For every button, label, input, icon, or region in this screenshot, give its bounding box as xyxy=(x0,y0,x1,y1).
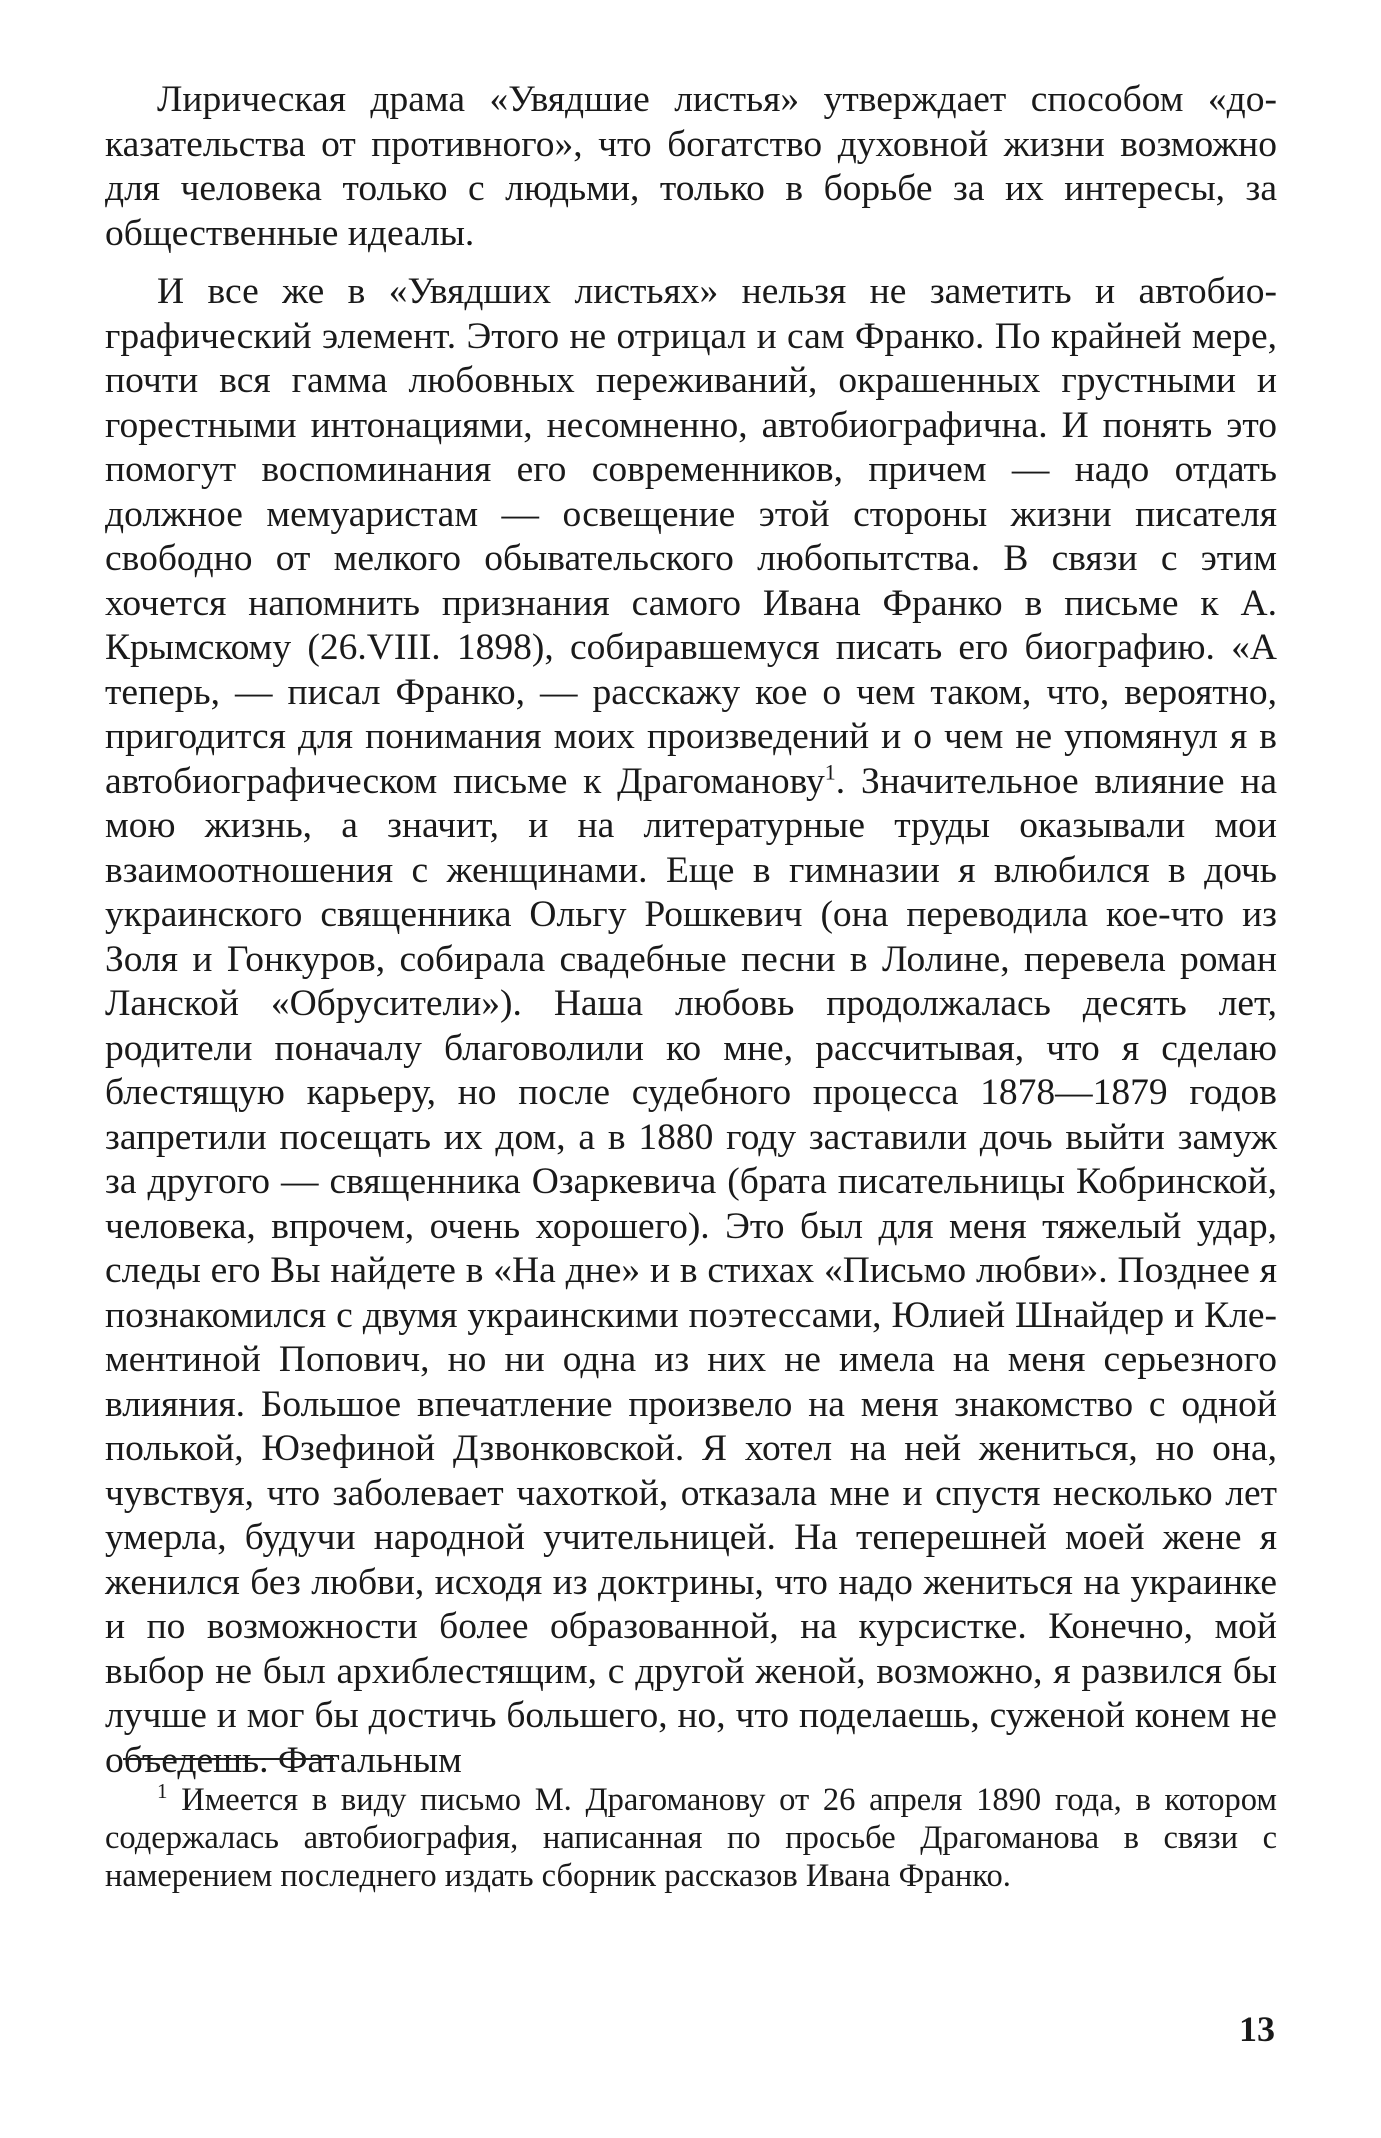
main-text xyxy=(105,78,1277,1783)
footnote-text: Имеется в виду письмо М. Драгоманову от 26 апреля 1890 года, в котором содержалась автобиография, написанная по просьбе Драгоманова в связи с намерением последнего издать сборник рассказов Ивана Франко. xyxy=(105,1782,1277,1894)
page-number: 13 xyxy=(1239,2009,1275,2049)
book-page xyxy=(105,78,1277,2078)
paragraph-2-continuation: . Значительное влияние на мою жизнь, а значит, и на литературные труды оказывали мои взаимоотношения с женщинами. Еще в гимназии я влюбился в дочь украинского священника Ольгу Рошкевич (она переводила кое-что из Золя и Гонкуров, собирала свадебные песни в Лолине, перевела роман Ланской «Обрусители»). Наша любовь продолжалась десять лет, родители поначалу благоволили ко мне, рассчитывая, что я сделаю блестящую карьеру, но после судебного процесса 1878—1879 годов запретили посещать их дом, а в 1880 году заставили дочь выйти замуж за другого — священника Озаркевича (брата писательницы Кобринской, человека, впрочем, очень хорошего). Это был для меня тяжелый удар, следы его Вы найдете в «На дне» и в стихах «Письмо любви». Позднее я познакомился с двумя украинскими поэтессами, Юлией Шнайдер и Клементиной Попович, но ни одна из них не имела на меня серьезного влияния. Большое впечатление произвело на меня знакомство с одной полькой, Юзефиной Дзвонковской. Я хотел на ней жениться, но она, чувствуя, что заболевает чахоткой, отказала мне и спустя несколько лет умерла, будучи народной учительницей. На теперешней моей жене я женился без любви, исходя из доктрины, что надо жениться на украинке и по возможности более образованной, на курсистке. Конечно, мой выбор не был архиблестящим, с другой женой, возможно, я развился бы лучше и мог бы достичь большего, но, что поделаешь, суженой конем не объедешь. Фатальным xyxy=(105,760,1277,1781)
footnote-reference: 1 xyxy=(824,759,836,784)
footnote-divider xyxy=(123,1758,334,1760)
footnote-marker: 1 xyxy=(157,1779,168,1804)
paragraph-1: Лирическая драма «Увядшие листья» утверждает способом «доказательства от противного», что богатство духовной жизни возможно для человека только с людьми, только в борьбе за их интересы, за общественные идеалы. xyxy=(105,79,1277,254)
footnote xyxy=(105,1781,1277,1895)
paragraph-2 xyxy=(105,270,1277,1783)
paragraph-2-text: И все же в «Увядших листьях» нельзя не заметить и автобиографический элемент. Этого не отрицал и сам Франко. По крайней мере, почти вся гамма любовных переживаний, окрашенных грустными и горестными интонациями, несомненно, автобиографична. И понять это помогут воспоминания его современников, причем — надо отдать должное мемуаристам — освещение этой стороны жизни писателя свободно от мелкого обывательского любопытства. В связи с этим хочется напомнить признания самого Ивана Франко в письме к А. Крымскому (26.VIII. 1898), собиравшемуся писать его биографию. «А теперь, — писал Франко, — расскажу кое о чем таком, что, вероятно, пригодится для понимания моих произведений и о чем не упомянул я в автобиографическом письме к Драгоманову xyxy=(105,271,1277,802)
